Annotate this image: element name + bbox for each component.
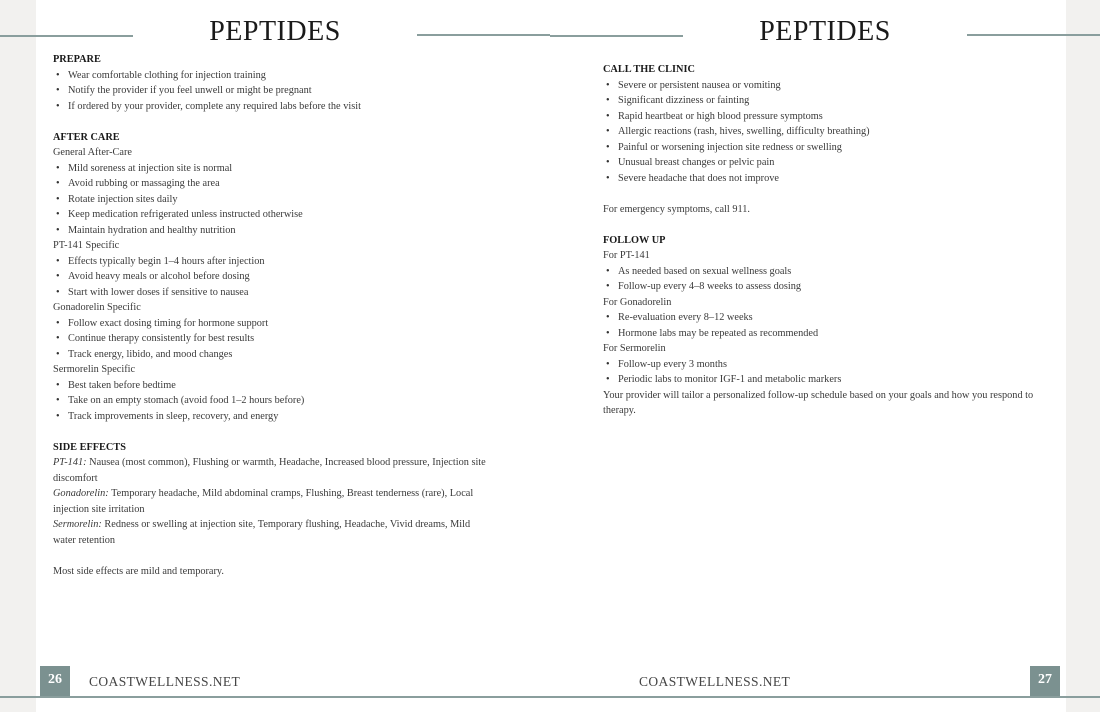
list-item: • Mild soreness at injection site is normal xyxy=(68,161,493,177)
section-heading-after-care: AFTER CARE xyxy=(53,131,120,143)
subheading: For Sermorelin xyxy=(603,343,666,354)
subheading: General After-Care xyxy=(53,147,132,158)
list-item: • Hormone labs may be repeated as recommended xyxy=(618,326,1048,342)
follow-up-closing: Your provider will tailor a personalized follow-up schedule based on your goals and how you respond to therapy. xyxy=(603,389,1034,416)
list-item: • Severe headache that does not improve xyxy=(618,171,1048,187)
call-clinic-list xyxy=(603,78,1048,187)
left-page-content xyxy=(53,52,493,579)
page-title-left: PEPTIDES xyxy=(209,16,341,47)
section-heading-call-clinic: CALL THE CLINIC xyxy=(603,64,695,75)
footer-rule xyxy=(0,696,1100,698)
header-rule-right-1 xyxy=(550,35,683,37)
follow-up-gonadorelin-list xyxy=(603,310,1048,341)
drug-name: PT-141: xyxy=(53,457,87,468)
list-item: • Severe or persistent nausea or vomiting xyxy=(618,78,1048,94)
page-number-left: 26 xyxy=(40,666,70,696)
side-effect-entry: Sermorelin: Redness or swelling at injection site, Temporary flushing, Headache, Vivid dreams, Mild water retention xyxy=(53,519,471,546)
list-item: • Follow-up every 3 months xyxy=(618,357,1048,373)
after-care-pt141-list xyxy=(53,254,493,301)
list-item: • Start with lower doses if sensitive to nausea xyxy=(68,285,493,301)
list-item: • Avoid heavy meals or alcohol before dosing xyxy=(68,269,493,285)
list-item: • Best taken before bedtime xyxy=(68,378,493,394)
list-item: • Continue therapy consistently for best results xyxy=(68,331,493,347)
list-item: • Re-evaluation every 8–12 weeks xyxy=(618,310,1048,326)
list-item: • Take on an empty stomach (avoid food 1–2 hours before) xyxy=(68,393,493,409)
subheading: PT-141 Specific xyxy=(53,240,120,251)
drug-name: Sermorelin: xyxy=(53,519,102,530)
header-rule-left-2 xyxy=(417,34,550,36)
list-item: • Rapid heartbeat or high blood pressure symptoms xyxy=(618,109,1048,125)
list-item: • Periodic labs to monitor IGF-1 and metabolic markers xyxy=(618,372,1048,388)
header-rule-left-1 xyxy=(0,35,133,37)
side-effect-entry: PT-141: Nausea (most common), Flushing or warmth, Headache, Increased blood pressure, Injection site discomfort xyxy=(53,457,486,484)
list-item: • Effects typically begin 1–4 hours after injection xyxy=(68,254,493,270)
list-item: • Significant dizziness or fainting xyxy=(618,93,1048,109)
subheading: Sermorelin Specific xyxy=(53,364,136,375)
after-care-sermorelin-list xyxy=(53,378,493,425)
list-item: • Allergic reactions (rash, hives, swelling, difficulty breathing) xyxy=(618,124,1048,140)
header-rule-right-2 xyxy=(967,34,1100,36)
page-title-right: PEPTIDES xyxy=(759,16,891,47)
list-item: • Rotate injection sites daily xyxy=(68,192,493,208)
subheading: For PT-141 xyxy=(603,250,650,261)
section-heading-prepare: PREPARE xyxy=(53,54,101,65)
list-item: • Wear comfortable clothing for injection training xyxy=(68,68,493,84)
list-item: • Track energy, libido, and mood changes xyxy=(68,347,493,363)
list-item: • Maintain hydration and healthy nutrition xyxy=(68,223,493,239)
list-item: • Painful or worsening injection site redness or swelling xyxy=(618,140,1048,156)
list-item: • As needed based on sexual wellness goals xyxy=(618,264,1048,280)
subheading: For Gonadorelin xyxy=(603,296,672,308)
after-care-gonadorelin-list xyxy=(53,316,493,363)
list-item: • Follow exact dosing timing for hormone support xyxy=(68,316,493,332)
side-effect-entry: Gonadorelin: Temporary headache, Mild abdominal cramps, Flushing, Breast tenderness (rare), Local injection site irritation xyxy=(53,488,474,515)
section-heading-side-effects: SIDE EFFECTS xyxy=(53,441,126,453)
footer-site-left: COASTWELLNESS.NET xyxy=(89,674,241,689)
list-item: • If ordered by your provider, complete any required labs before the visit xyxy=(68,99,493,115)
section-heading-follow-up: FOLLOW UP xyxy=(603,234,666,246)
emergency-note: For emergency symptoms, call 911. xyxy=(603,203,750,215)
page-number-right: 27 xyxy=(1030,666,1060,696)
list-item: • Unusual breast changes or pelvic pain xyxy=(618,155,1048,171)
list-item: • Keep medication refrigerated unless instructed otherwise xyxy=(68,207,493,223)
list-item: • Track improvements in sleep, recovery, and energy xyxy=(68,409,493,425)
right-page-content xyxy=(603,62,1048,419)
footer-site-right: COASTWELLNESS.NET xyxy=(639,674,791,689)
list-item: • Notify the provider if you feel unwell or might be pregnant xyxy=(68,83,493,99)
after-care-general-list xyxy=(53,161,493,239)
side-effects-note: Most side effects are mild and temporary. xyxy=(53,565,224,577)
subheading: Gonadorelin Specific xyxy=(53,302,141,313)
list-item: • Avoid rubbing or massaging the area xyxy=(68,176,493,192)
prepare-list xyxy=(53,68,493,115)
follow-up-sermorelin-list xyxy=(603,357,1048,388)
drug-name: Gonadorelin: xyxy=(53,488,109,499)
follow-up-pt141-list xyxy=(603,264,1048,295)
list-item: • Follow-up every 4–8 weeks to assess dosing xyxy=(618,279,1048,295)
